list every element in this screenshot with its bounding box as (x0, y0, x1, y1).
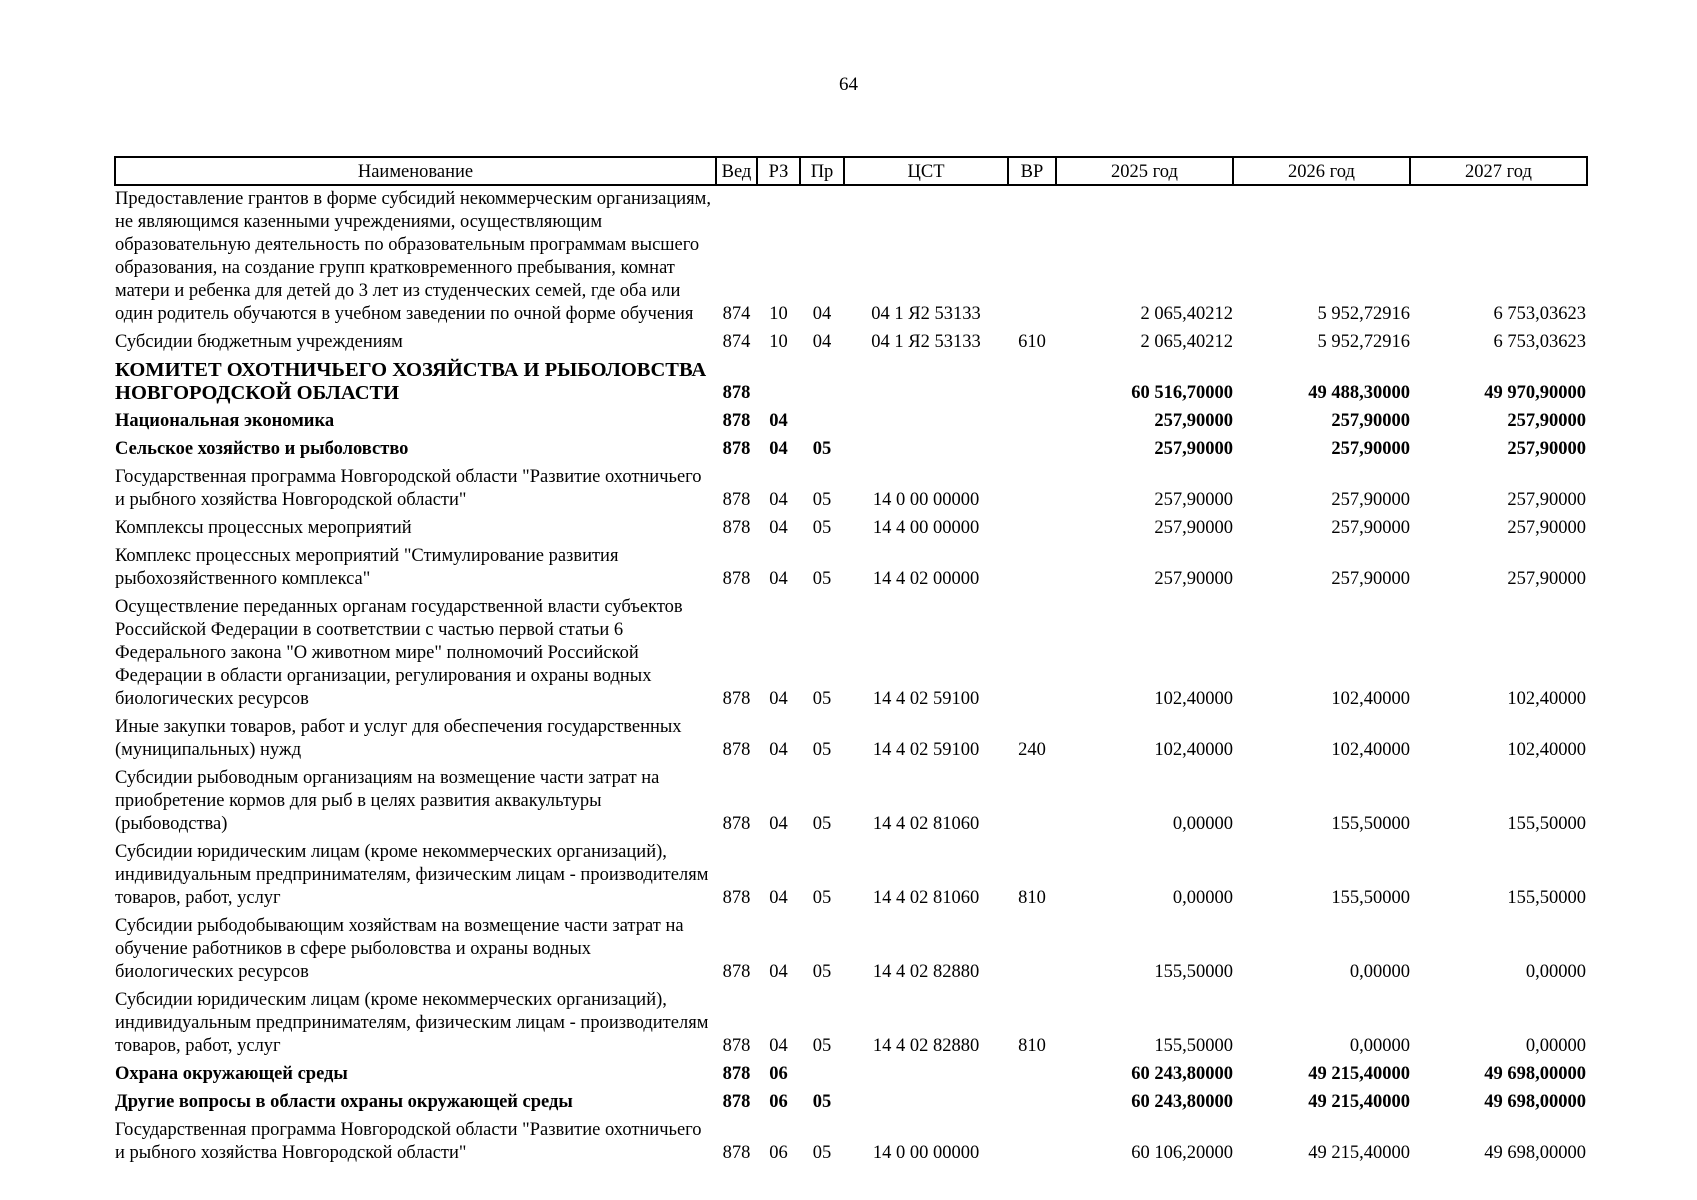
row-name: Предоставление грантов в форме субсидий некоммерческим организациям, не являющимся казенными учреждениями, осуществляющим образовательную деятельность по образовательным программам высшего образования, на создание групп кратковременного пребывания, комнат матери и ребенка для детей до 3 лет из студенческих семей, где оба или один родитель обучаются в учебном заведении по очной форме обучения (115, 189, 711, 324)
row-ved: 874 (722, 332, 751, 352)
row-2026: 155,50000 (1331, 888, 1410, 908)
header-row (115, 157, 1587, 185)
row-2025: 60 516,70000 (1131, 383, 1233, 403)
row-pr: 05 (812, 888, 832, 908)
row-pr: 05 (812, 962, 832, 982)
header-name: Наименование (115, 157, 716, 185)
row-2026: 257,90000 (1331, 569, 1410, 589)
table-row-subsection (115, 436, 1587, 464)
header-pr: Пр (800, 157, 844, 185)
row-cst (844, 408, 1008, 436)
row-ved: 878 (722, 814, 751, 834)
row-name: Государственная программа Новгородской области "Развитие охотничьего и рыбного хозяйства Новгородской области" (115, 1120, 702, 1163)
row-rz: 04 (769, 439, 788, 459)
row-2026: 102,40000 (1331, 740, 1410, 760)
row-rz: 06 (769, 1064, 788, 1084)
row-2026: 257,90000 (1331, 518, 1410, 538)
row-2025: 257,90000 (1154, 490, 1233, 510)
row-cst: 14 4 02 82880 (872, 962, 980, 982)
row-2026: 102,40000 (1331, 689, 1410, 709)
row-cst (844, 1061, 1008, 1089)
row-ved: 878 (722, 740, 751, 760)
row-2025: 60 243,80000 (1131, 1064, 1233, 1084)
row-2026: 0,00000 (1349, 1036, 1410, 1056)
row-ved: 878 (722, 1064, 751, 1084)
budget-table (114, 156, 1588, 1168)
row-cst: 04 1 Я2 53133 (871, 332, 981, 352)
row-ved: 878 (722, 569, 751, 589)
row-name: Субсидии бюджетным учреждениям (115, 332, 403, 352)
row-cst: 14 4 02 81060 (872, 888, 980, 908)
row-pr: 05 (812, 689, 832, 709)
row-vr: 810 (1018, 888, 1046, 908)
table-row-subsection (115, 1089, 1587, 1117)
row-pr: 04 (812, 332, 832, 352)
row-rz: 04 (769, 814, 788, 834)
header-2025: 2025 год (1056, 157, 1233, 185)
row-vr: 810 (1018, 1036, 1046, 1056)
row-vr (1008, 357, 1056, 408)
row-name: Субсидии рыбоводным организациям на возмещение части затрат на приобретение кормов для рыб в целях развития аквакультуры (рыбоводства) (115, 768, 660, 834)
row-ved: 878 (722, 1092, 751, 1112)
row-2025: 0,00000 (1172, 814, 1233, 834)
row-2026: 49 488,30000 (1308, 383, 1410, 403)
table-row (115, 1117, 1587, 1168)
row-vr (1008, 543, 1056, 594)
row-cst: 14 4 00 00000 (872, 518, 980, 538)
header-vr: ВР (1008, 157, 1056, 185)
row-rz: 04 (769, 1036, 788, 1056)
row-name: Комплексы процессных мероприятий (115, 518, 412, 538)
table-row (115, 987, 1587, 1061)
row-vr (1008, 1089, 1056, 1117)
row-name: Сельское хозяйство и рыболовство (115, 439, 409, 459)
row-vr (1008, 1061, 1056, 1089)
header-2027: 2027 год (1410, 157, 1587, 185)
table-header (115, 157, 1587, 185)
row-2025: 60 243,80000 (1131, 1092, 1233, 1112)
table-row-section (115, 1061, 1587, 1089)
table-row (115, 543, 1587, 594)
row-pr: 05 (812, 1036, 832, 1056)
row-2025: 2 065,40212 (1140, 332, 1233, 352)
row-2026: 5 952,72916 (1317, 332, 1410, 352)
row-name: Комплекс процессных мероприятий "Стимулирование развития рыбохозяйственного комплекса" (115, 546, 619, 589)
table-row (115, 185, 1587, 329)
row-rz: 04 (769, 569, 788, 589)
row-vr (1008, 594, 1056, 714)
row-name: Охрана окружающей среды (115, 1064, 348, 1084)
table-row (115, 765, 1587, 839)
row-2026: 155,50000 (1331, 814, 1410, 834)
row-2027: 0,00000 (1525, 1036, 1586, 1056)
row-pr (800, 1061, 844, 1089)
row-vr (1008, 185, 1056, 329)
row-name: Иные закупки товаров, работ и услуг для обеспечения государственных (муниципальных) нужд (115, 717, 682, 760)
row-cst (844, 436, 1008, 464)
row-ved: 878 (722, 689, 751, 709)
row-2025: 257,90000 (1154, 411, 1233, 431)
row-cst: 14 0 00 00000 (872, 490, 980, 510)
row-name: Субсидии юридическим лицам (кроме некоммерческих организаций), индивидуальным предпринимателям, физическим лицам - производителям товаров, работ, услуг (115, 990, 709, 1056)
row-rz: 04 (769, 740, 788, 760)
row-vr (1008, 765, 1056, 839)
row-ved: 878 (722, 383, 751, 403)
row-2027: 257,90000 (1507, 518, 1586, 538)
header-2026: 2026 год (1233, 157, 1410, 185)
row-rz: 04 (769, 888, 788, 908)
row-2026: 257,90000 (1331, 439, 1410, 459)
row-pr: 05 (812, 439, 832, 459)
row-2027: 257,90000 (1507, 439, 1586, 459)
row-pr: 05 (812, 1092, 832, 1112)
row-vr (1008, 408, 1056, 436)
row-2027: 257,90000 (1507, 411, 1586, 431)
header-rz: РЗ (757, 157, 800, 185)
row-pr: 05 (812, 569, 832, 589)
row-vr: 240 (1018, 740, 1046, 760)
row-2026: 49 215,40000 (1308, 1064, 1410, 1084)
row-2025: 257,90000 (1154, 439, 1233, 459)
table-row-section (115, 408, 1587, 436)
row-2025: 257,90000 (1154, 518, 1233, 538)
row-ved: 878 (722, 439, 751, 459)
row-2027: 49 698,00000 (1484, 1092, 1586, 1112)
header-cst: ЦСТ (844, 157, 1008, 185)
row-vr (1008, 436, 1056, 464)
row-2027: 102,40000 (1507, 740, 1586, 760)
row-vr (1008, 1117, 1056, 1168)
row-2027: 102,40000 (1507, 689, 1586, 709)
row-2027: 6 753,03623 (1493, 304, 1586, 324)
row-rz: 10 (769, 304, 788, 324)
row-cst: 14 0 00 00000 (872, 1143, 980, 1163)
row-ved: 878 (722, 888, 751, 908)
row-pr (800, 357, 844, 408)
row-ved: 878 (722, 411, 751, 431)
row-pr (800, 408, 844, 436)
row-2025: 60 106,20000 (1131, 1143, 1233, 1163)
row-rz: 04 (769, 411, 788, 431)
row-pr: 05 (812, 814, 832, 834)
table-body (115, 185, 1587, 1168)
row-2025: 0,00000 (1172, 888, 1233, 908)
row-pr: 05 (812, 740, 832, 760)
row-rz (757, 357, 800, 408)
row-cst: 14 4 02 81060 (872, 814, 980, 834)
row-rz: 04 (769, 490, 788, 510)
row-cst (844, 1089, 1008, 1117)
row-name: Осуществление переданных органам государственной власти субъектов Российской Федерации в соответствии с частью первой статьи 6 Федерального закона "О животном мире" полномочий Российской Федерации в области организации, регулирования и охраны водных биологических ресурсов (115, 597, 683, 709)
row-pr: 05 (812, 1143, 832, 1163)
table-row-committee (115, 357, 1587, 408)
row-cst: 04 1 Я2 53133 (871, 304, 981, 324)
row-2025: 102,40000 (1154, 740, 1233, 760)
row-2027: 155,50000 (1507, 814, 1586, 834)
row-name: Национальная экономика (115, 411, 335, 431)
row-pr: 05 (812, 518, 832, 538)
row-rz: 10 (769, 332, 788, 352)
row-rz: 04 (769, 518, 788, 538)
row-2027: 49 698,00000 (1484, 1064, 1586, 1084)
row-cst: 14 4 02 59100 (872, 689, 980, 709)
row-ved: 878 (722, 962, 751, 982)
row-ved: 878 (722, 518, 751, 538)
row-rz: 04 (769, 689, 788, 709)
row-2027: 49 970,90000 (1484, 383, 1586, 403)
row-vr (1008, 515, 1056, 543)
row-2026: 49 215,40000 (1308, 1092, 1410, 1112)
row-vr (1008, 464, 1056, 515)
row-name: Другие вопросы в области охраны окружающей среды (115, 1092, 573, 1112)
row-2025: 257,90000 (1154, 569, 1233, 589)
row-name: Государственная программа Новгородской области "Развитие охотничьего и рыбного хозяйства Новгородской области" (115, 467, 702, 510)
row-2027: 155,50000 (1507, 888, 1586, 908)
table-row (115, 515, 1587, 543)
row-2027: 257,90000 (1507, 490, 1586, 510)
row-vr: 610 (1018, 332, 1046, 352)
row-2025: 155,50000 (1154, 962, 1233, 982)
row-name: КОМИТЕТ ОХОТНИЧЬЕГО ХОЗЯЙСТВА И РЫБОЛОВСТВА НОВГОРОДСКОЙ ОБЛАСТИ (115, 359, 707, 404)
table-row (115, 839, 1587, 913)
row-2025: 155,50000 (1154, 1036, 1233, 1056)
row-name: Субсидии юридическим лицам (кроме некоммерческих организаций), индивидуальным предпринимателям, физическим лицам - производителям товаров, работ, услуг (115, 842, 709, 908)
row-ved: 878 (722, 1143, 751, 1163)
row-2026: 0,00000 (1349, 962, 1410, 982)
row-cst: 14 4 02 82880 (872, 1036, 980, 1056)
row-2026: 5 952,72916 (1317, 304, 1410, 324)
row-ved: 878 (722, 1036, 751, 1056)
row-2027: 257,90000 (1507, 569, 1586, 589)
row-rz: 06 (769, 1143, 788, 1163)
table-row (115, 329, 1587, 357)
page-number: 64 (839, 74, 858, 95)
row-2027: 6 753,03623 (1493, 332, 1586, 352)
row-ved: 874 (722, 304, 751, 324)
table-row (115, 594, 1587, 714)
row-rz: 04 (769, 962, 788, 982)
row-rz: 06 (769, 1092, 788, 1112)
row-pr: 05 (812, 490, 832, 510)
row-2025: 102,40000 (1154, 689, 1233, 709)
row-cst: 14 4 02 59100 (872, 740, 980, 760)
row-2026: 257,90000 (1331, 490, 1410, 510)
table-row (115, 714, 1587, 765)
table-row (115, 913, 1587, 987)
row-2025: 2 065,40212 (1140, 304, 1233, 324)
row-cst (844, 357, 1008, 408)
row-cst: 14 4 02 00000 (872, 569, 980, 589)
row-2027: 0,00000 (1525, 962, 1586, 982)
row-pr: 04 (812, 304, 832, 324)
row-ved: 878 (722, 490, 751, 510)
row-2027: 49 698,00000 (1484, 1143, 1586, 1163)
header-ved: Вед (716, 157, 757, 185)
row-name: Субсидии рыбодобывающим хозяйствам на возмещение части затрат на обучение работников в сфере рыболовства и охраны водных биологических ресурсов (115, 916, 684, 982)
row-2026: 49 215,40000 (1308, 1143, 1410, 1163)
table-row (115, 464, 1587, 515)
row-vr (1008, 913, 1056, 987)
row-2026: 257,90000 (1331, 411, 1410, 431)
